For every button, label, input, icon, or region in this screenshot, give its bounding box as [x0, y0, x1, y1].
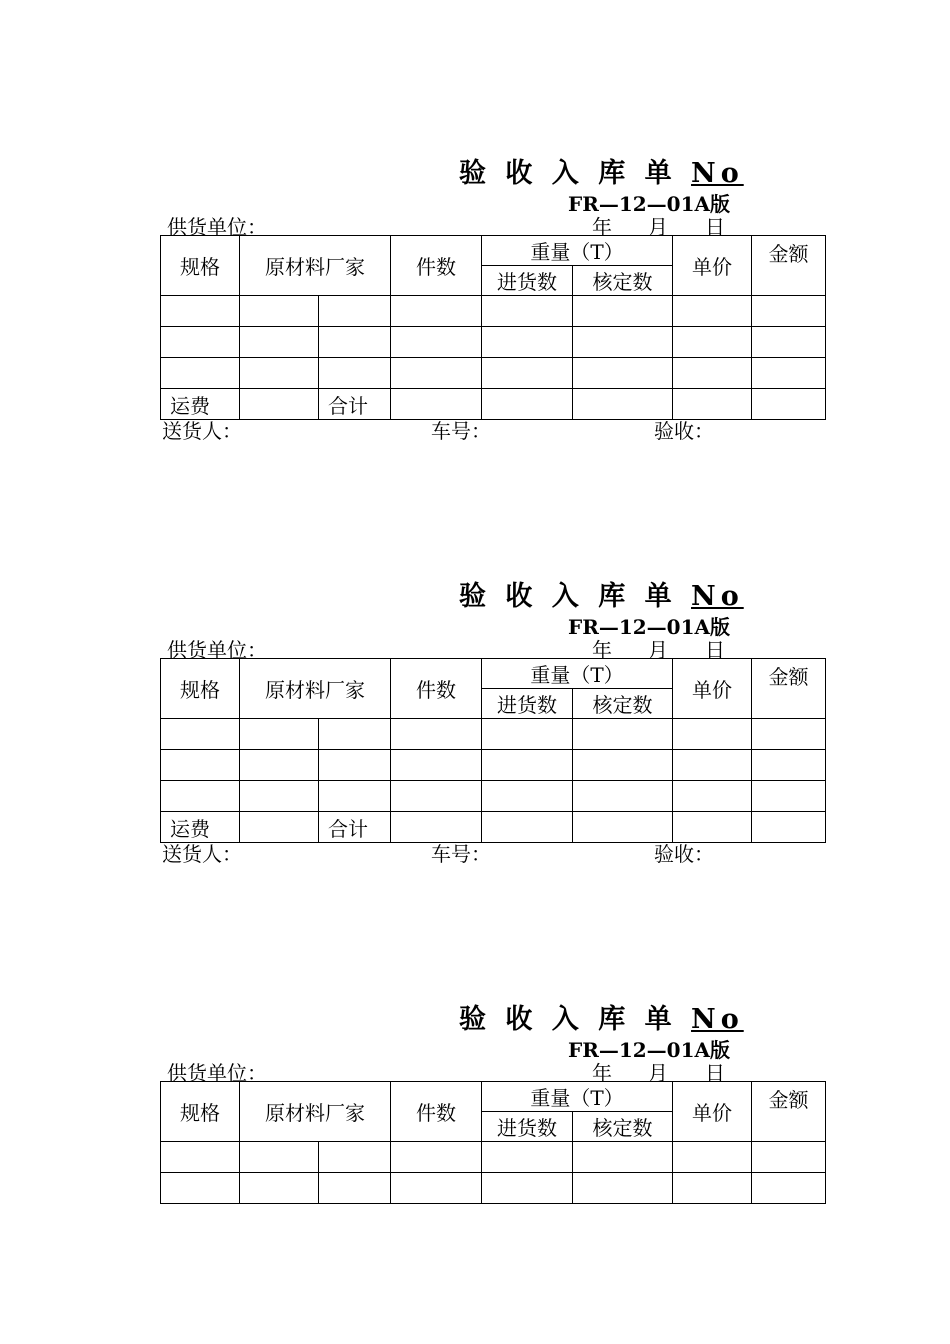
table-row [161, 358, 826, 389]
header-amount: 金额 [752, 659, 826, 719]
date-year-label: 年 [592, 215, 612, 239]
date-month-label: 月 [648, 215, 668, 239]
header-amount: 金额 [752, 1082, 826, 1142]
receipt-table [160, 235, 826, 420]
header-verified: 核定数 [573, 266, 673, 296]
form-number-label: No [691, 581, 744, 612]
vehicle-number-label: 车号： [431, 842, 491, 866]
date-day-label: 日 [705, 638, 725, 662]
deliverer-label: 送货人： [162, 842, 242, 866]
header-pieces: 件数 [391, 236, 482, 296]
table-row [161, 719, 826, 750]
summary-row [161, 812, 826, 843]
receipt-table [160, 1081, 826, 1204]
form-title: 验 收 入 库 单 No [459, 1004, 744, 1035]
form-version: FR—12—01A版 [568, 1038, 731, 1062]
form-title: 验 收 入 库 单 No [459, 581, 744, 612]
freight-value[interactable] [240, 812, 319, 843]
form-number-label: No [691, 158, 744, 189]
header-incoming: 进货数 [482, 266, 573, 296]
date-year-label: 年 [592, 638, 612, 662]
vehicle-number-label: 车号： [431, 419, 491, 443]
form-title: 验 收 入 库 单 No [459, 158, 744, 189]
date-day-label: 日 [705, 1061, 725, 1085]
header-verified: 核定数 [573, 1112, 673, 1142]
header-unit-price: 单价 [673, 1082, 752, 1142]
header-incoming: 进货数 [482, 1112, 573, 1142]
table-row [161, 781, 826, 812]
date-month-label: 月 [648, 638, 668, 662]
supplier-label: 供货单位： [167, 638, 267, 662]
header-pieces: 件数 [391, 1082, 482, 1142]
summary-row [161, 389, 826, 420]
date-month-label: 月 [648, 1061, 668, 1085]
deliverer-label: 送货人： [162, 419, 242, 443]
receipt-form-2 [0, 574, 950, 874]
freight-label: 运费 [161, 812, 240, 843]
supplier-label: 供货单位： [167, 1061, 267, 1085]
inspection-label: 验收： [654, 419, 714, 443]
header-material: 原材料厂家 [240, 1082, 391, 1142]
total-label: 合计 [319, 389, 391, 420]
table-row [161, 1142, 826, 1173]
header-amount: 金额 [752, 236, 826, 296]
table-row [161, 750, 826, 781]
table-row [161, 1173, 826, 1204]
table-row [161, 327, 826, 358]
header-unit-price: 单价 [673, 659, 752, 719]
freight-label: 运费 [161, 389, 240, 420]
header-pieces: 件数 [391, 659, 482, 719]
total-label: 合计 [319, 812, 391, 843]
header-spec: 规格 [161, 236, 240, 296]
supplier-label: 供货单位： [167, 215, 267, 239]
header-spec: 规格 [161, 1082, 240, 1142]
date-year-label: 年 [592, 1061, 612, 1085]
receipt-form-3 [0, 997, 950, 1207]
freight-value[interactable] [240, 389, 319, 420]
form-number-label: No [691, 1004, 744, 1035]
header-material: 原材料厂家 [240, 659, 391, 719]
form-version: FR—12—01A版 [568, 192, 731, 216]
header-unit-price: 单价 [673, 236, 752, 296]
receipt-table [160, 658, 826, 843]
form-version: FR—12—01A版 [568, 615, 731, 639]
header-incoming: 进货数 [482, 689, 573, 719]
header-spec: 规格 [161, 659, 240, 719]
header-weight: 重量（T） [482, 659, 673, 689]
header-weight: 重量（T） [482, 1082, 673, 1112]
receipt-form-1 [0, 151, 950, 451]
inspection-label: 验收： [654, 842, 714, 866]
date-day-label: 日 [705, 215, 725, 239]
header-verified: 核定数 [573, 689, 673, 719]
header-weight: 重量（T） [482, 236, 673, 266]
header-material: 原材料厂家 [240, 236, 391, 296]
table-row [161, 296, 826, 327]
